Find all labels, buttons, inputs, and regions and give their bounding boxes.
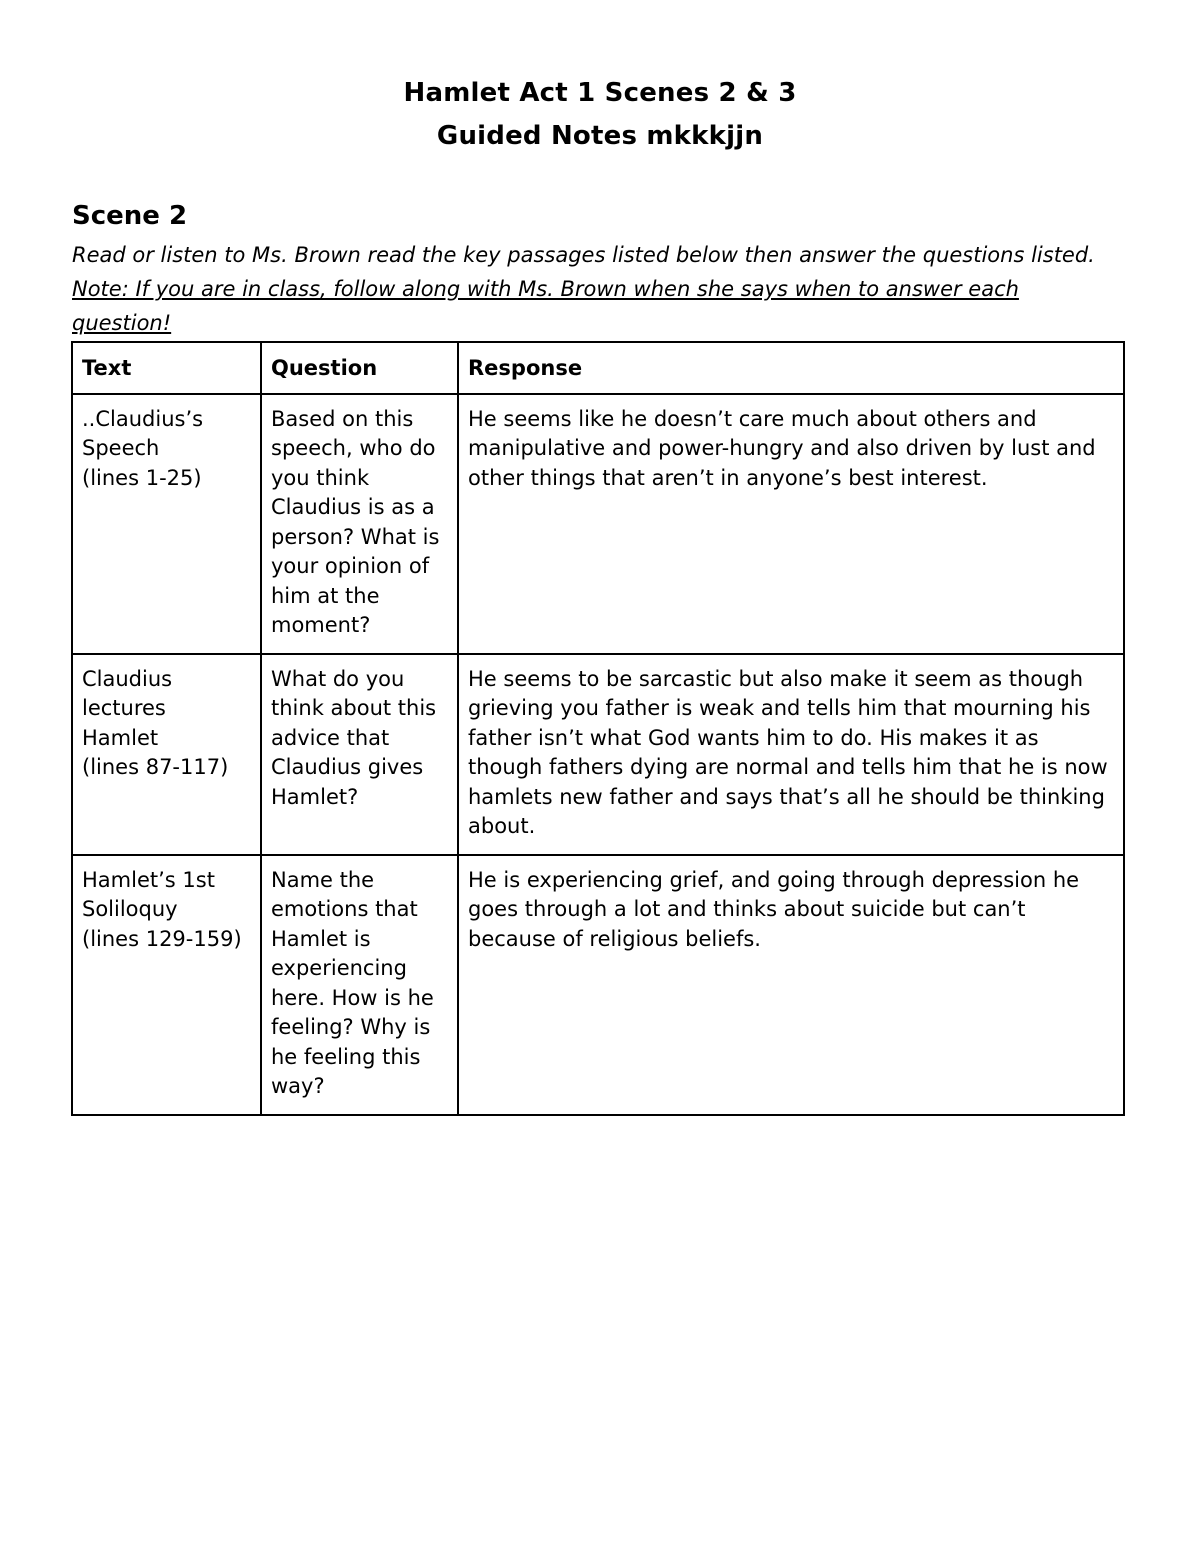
table-row [72,654,1124,855]
header-question: Question [261,342,458,394]
text-line: Hamlet [82,725,159,750]
text-line: (lines 129-159) [82,926,242,951]
notes-table [71,341,1125,1116]
question-cell: What do you think about this advice that Claudius gives Hamlet? [261,654,458,855]
text-line: Claudius [82,666,173,691]
question-cell: Based on this speech, who do you think Claudius is as a person? What is your opinion of him at the moment? [261,394,458,654]
scene-heading: Scene 2 [72,201,188,231]
table-header-row [72,342,1124,394]
text-cell [72,654,261,855]
text-line: lectures [82,696,166,720]
instructions-note: Note: If you are in class, follow along with Ms. Brown when she says when to answer each question! [72,277,1019,335]
document-title [0,72,1200,158]
instructions [72,238,1122,340]
response-cell[interactable]: He seems like he doesn’t care much about others and manipulative and power-hungry and also driven by lust and other things that aren’t in anyone’s best interest. [458,394,1124,654]
header-text: Text [72,342,261,394]
instructions-text: Read or listen to Ms. Brown read the key passages listed below then answer the questions listed. [72,243,1095,267]
title-line-2: Guided Notes mkkkjjn [436,121,764,151]
text-cell [72,394,261,654]
text-line: Speech [82,436,160,460]
text-line: ..Claudius’s [82,406,204,431]
response-cell[interactable]: He seems to be sarcastic but also make it seem as though grieving you father is weak and tells him that mourning his father isn’t what God wants him to do. His makes it as though fathers dying are normal and tells him that he is now hamlets new father and says that’s all he should be thinking about. [458,654,1124,855]
table-row [72,394,1124,654]
text-cell [72,855,261,1115]
title-line-1: Hamlet Act 1 Scenes 2 & 3 [403,78,797,108]
text-line: Hamlet’s 1st [82,867,215,892]
table-row [72,855,1124,1115]
header-response: Response [458,342,1124,394]
text-line: (lines 87-117) [82,755,229,779]
question-cell: Name the emotions that Hamlet is experiencing here. How is he feeling? Why is he feeling this way? [261,855,458,1115]
text-line: (lines 1-25) [82,465,202,490]
text-line: Soliloquy [82,897,178,921]
response-cell[interactable]: He is experiencing grief, and going through depression he goes through a lot and thinks about suicide but can’t because of religious beliefs. [458,855,1124,1115]
